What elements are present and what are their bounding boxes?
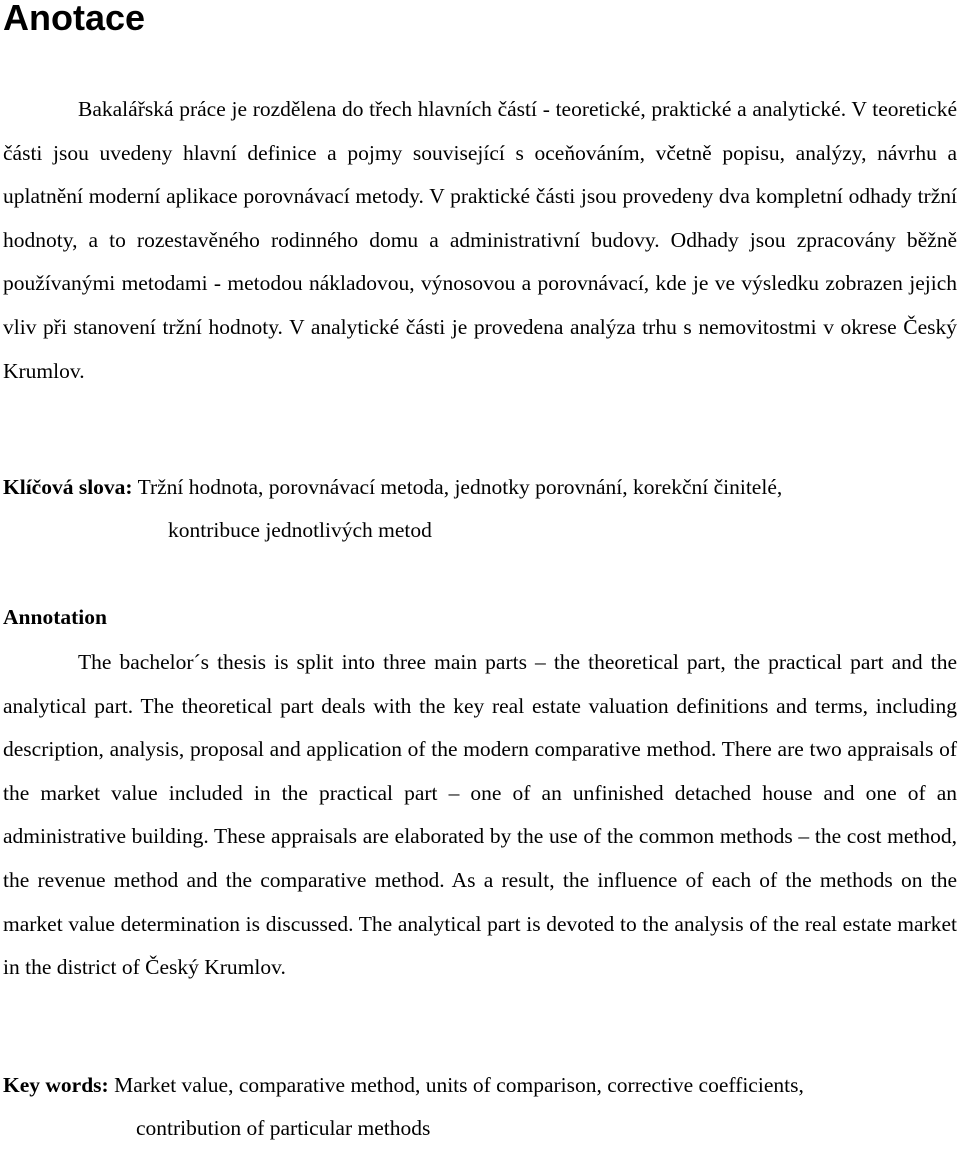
keywords-czech-text-1: Tržní hodnota, porovnávací metoda, jednotky porovnání, korekční činitelé, <box>137 475 783 499</box>
keywords-label-czech: Klíčová slova: <box>3 475 133 499</box>
annotation-heading-english: Annotation <box>3 605 107 629</box>
keywords-english-text-1: Market value, comparative method, units of comparison, corrective coefficients, <box>114 1073 804 1097</box>
keywords-english-text-2: contribution of particular methods <box>136 1116 431 1140</box>
keywords-english-line-1 <box>3 1064 957 1107</box>
annotation-paragraph-english: The bachelor´s thesis is split into three main parts – the theoretical part, the practical part and the analytical part. The theoretical part deals with the key real estate valuation definitions and terms, including description, analysis, proposal and application of the modern comparative method. There are two appraisals of the market value included in the practical part – one of an unfinished detached house and one of an administrative building. These appraisals are elaborated by the use of the common methods – the cost method, the revenue method and the comparative method. As a result, the influence of each of the methods on the market value determination is discussed. The analytical part is devoted to the analysis of the real estate market in the district of Český Krumlov. <box>3 650 957 980</box>
keywords-label-english: Key words: <box>3 1073 109 1097</box>
keywords-czech-line-1 <box>3 466 957 509</box>
annotation-heading-czech: Anotace <box>3 0 146 38</box>
keywords-czech <box>3 466 957 552</box>
keywords-english <box>3 1064 957 1150</box>
keywords-czech-text-2: kontribuce jednotlivých metod <box>168 518 432 542</box>
annotation-paragraph-czech: Bakalářská práce je rozdělena do třech hlavních částí - teoretické, praktické a analytické. V teoretické části jsou uvedeny hlavní definice a pojmy související s oceňováním, včetně popisu, analýzy, návrhu a uplatnění moderní aplikace porovnávací metody. V praktické části jsou provedeny dva kompletní odhady tržní hodnoty, a to rozestavěného rodinného domu a administrativní budovy. Odhady jsou zpracovány běžně používanými metodami - metodou nákladovou, výnosovou a porovnávací, kde je ve výsledku zobrazen jejich vliv při stanovení tržní hodnoty. V analytické části je provedena analýza trhu s nemovitostmi v okrese Český Krumlov. <box>3 97 957 383</box>
